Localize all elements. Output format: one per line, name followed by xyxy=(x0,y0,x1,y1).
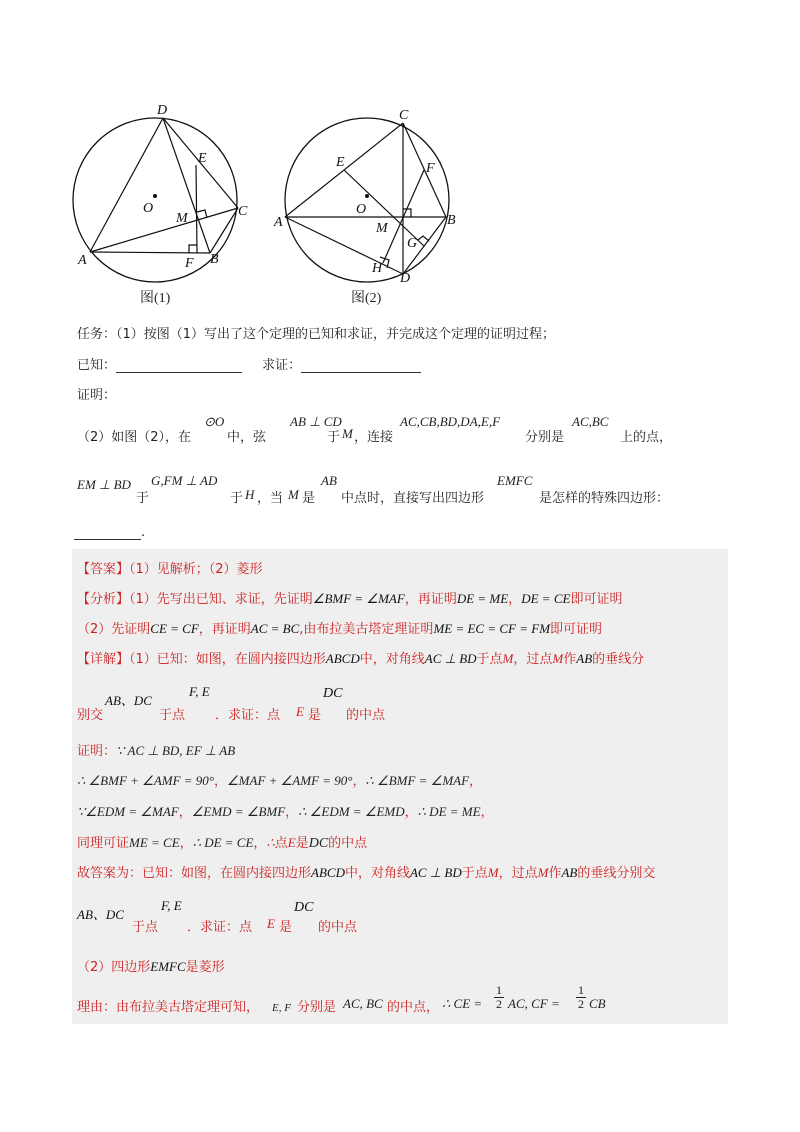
figure-2 xyxy=(270,100,470,290)
task-line-1: 任务：（1）按图（1）写出了这个定理的已知和求证，并完成这个定理的证明过程； xyxy=(77,327,556,342)
reason-line: 理由：由布拉美古塔定理可知， E, F 分别是 AC, BC 的中点， ∴ CE = 1 2 AC, CF = 1 2 CB xyxy=(77,983,606,1015)
q2-line-1: （2）如图（2），在 ⊙O 中，弦 AB ⊥ CD 于 M ，连接 AC,CB,BD,DA,E,F 分别是 AC,BC 上的点， xyxy=(77,414,673,445)
fig1-line-DB xyxy=(163,118,210,253)
q2-answer-blank[interactable] xyxy=(74,525,141,540)
final-line-1: 故答案为：已知：如图，在圆内接四边形ABCD中，对角线AC ⊥ BD于点M，过点M作AB的垂线分别交 xyxy=(77,865,656,881)
known-prove-line xyxy=(77,354,421,373)
result-2-line: （2）四边形EMFC是菱形 xyxy=(77,959,225,975)
q2-end-dot: . xyxy=(141,525,146,540)
fig2-circle xyxy=(285,118,449,282)
fig2-label-D: D xyxy=(400,271,411,286)
fig2-center-dot xyxy=(365,194,369,198)
q2-answer-line xyxy=(74,525,145,540)
fig2-right-angle-G xyxy=(418,236,429,241)
fig1-center-dot xyxy=(153,194,157,198)
fig2-label-O: O xyxy=(356,202,367,217)
fig1-label-M: M xyxy=(176,211,188,226)
analysis-line-1: 【分析】（1）先写出已知、求证，先证明∠BMF = ∠MAF，再证明DE = ME，DE = CE即可证明 xyxy=(77,591,623,607)
fig2-label-F: F xyxy=(426,161,435,176)
answer-text: （1）见解析；（2）菱形 xyxy=(129,562,263,577)
final-line-2: AB、DC 于点 F, E ．求证：点 E 是 DC 的中点 xyxy=(77,898,358,935)
fig2-label-M: M xyxy=(376,221,388,236)
fig2-label-B: B xyxy=(447,213,456,228)
known-label: 已知： xyxy=(77,358,117,373)
fig1-label-O: O xyxy=(143,201,154,216)
proof-line-3: 同理可证ME = CE，∴ DE = CE，∴点E是DC的中点 xyxy=(77,835,368,851)
analysis-line-2: （2）先证明CE = CF，再证明AC = BC,由布拉美古塔定理证明ME = EC = CF = FM即可证明 xyxy=(77,621,603,637)
proof-line-1: ∴ ∠BMF + ∠AMF = 90°，∠MAF + ∠AMF = 90°，∴ ∠BMF = ∠MAF， xyxy=(77,773,483,789)
prove-blank[interactable] xyxy=(301,358,421,373)
answer-line xyxy=(77,558,263,577)
fig2-label-H: H xyxy=(372,261,383,276)
fig1-label-D: D xyxy=(157,103,168,118)
fig1-line-AB xyxy=(90,252,210,253)
fig1-right-angle-M xyxy=(197,210,207,218)
q2-line-2: EM ⊥ BD 于 G,FM ⊥ AD 于 H ，当 M 是 AB 中点时，直接写出四边形 EMFC 是怎样的特殊四边形： xyxy=(77,473,670,506)
fraction-1: 1 2 xyxy=(496,983,502,1011)
proof-label: 证明： xyxy=(77,388,117,403)
proof-line-2: ∵∠EDM = ∠MAF，∠EMD = ∠BMF，∴ ∠EDM = ∠EMD，∴ DE = ME， xyxy=(77,804,494,820)
fig2-label-A: A xyxy=(274,215,283,230)
prove-label: 求证： xyxy=(262,358,302,373)
proof-line-0: 证明：∵ AC ⊥ BD, EF ⊥ AB xyxy=(77,743,236,759)
answer-tag: 【答案】 xyxy=(77,562,130,577)
fig1-caption: 图(1) xyxy=(140,291,171,306)
fig1-line-EF xyxy=(196,165,197,253)
fig1-label-F: F xyxy=(185,256,194,271)
known-blank[interactable] xyxy=(116,358,242,373)
fig2-caption: 图(2) xyxy=(351,291,382,306)
fig2-label-E: E xyxy=(336,155,345,170)
figure-1 xyxy=(60,95,260,310)
fig1-label-A: A xyxy=(78,253,87,268)
fig1-label-C: C xyxy=(238,204,248,219)
fig1-right-angle-F xyxy=(189,245,197,253)
fraction-2: 1 2 xyxy=(578,983,584,1011)
detail-line-1: 【详解】（1）已知：如图，在圆内接四边形ABCD中，对角线AC ⊥ BD于点M，过点M作AB的垂线分 xyxy=(77,651,645,667)
fig1-line-AC xyxy=(90,208,238,252)
fig2-label-C: C xyxy=(399,108,409,123)
fig1-label-E: E xyxy=(198,151,207,166)
fig1-label-B: B xyxy=(210,252,219,267)
detail-line-2: 别交 AB、DC 于点 F, E ．求证：点 E 是 DC 的中点 xyxy=(77,684,386,723)
fig2-label-G: G xyxy=(407,236,418,251)
